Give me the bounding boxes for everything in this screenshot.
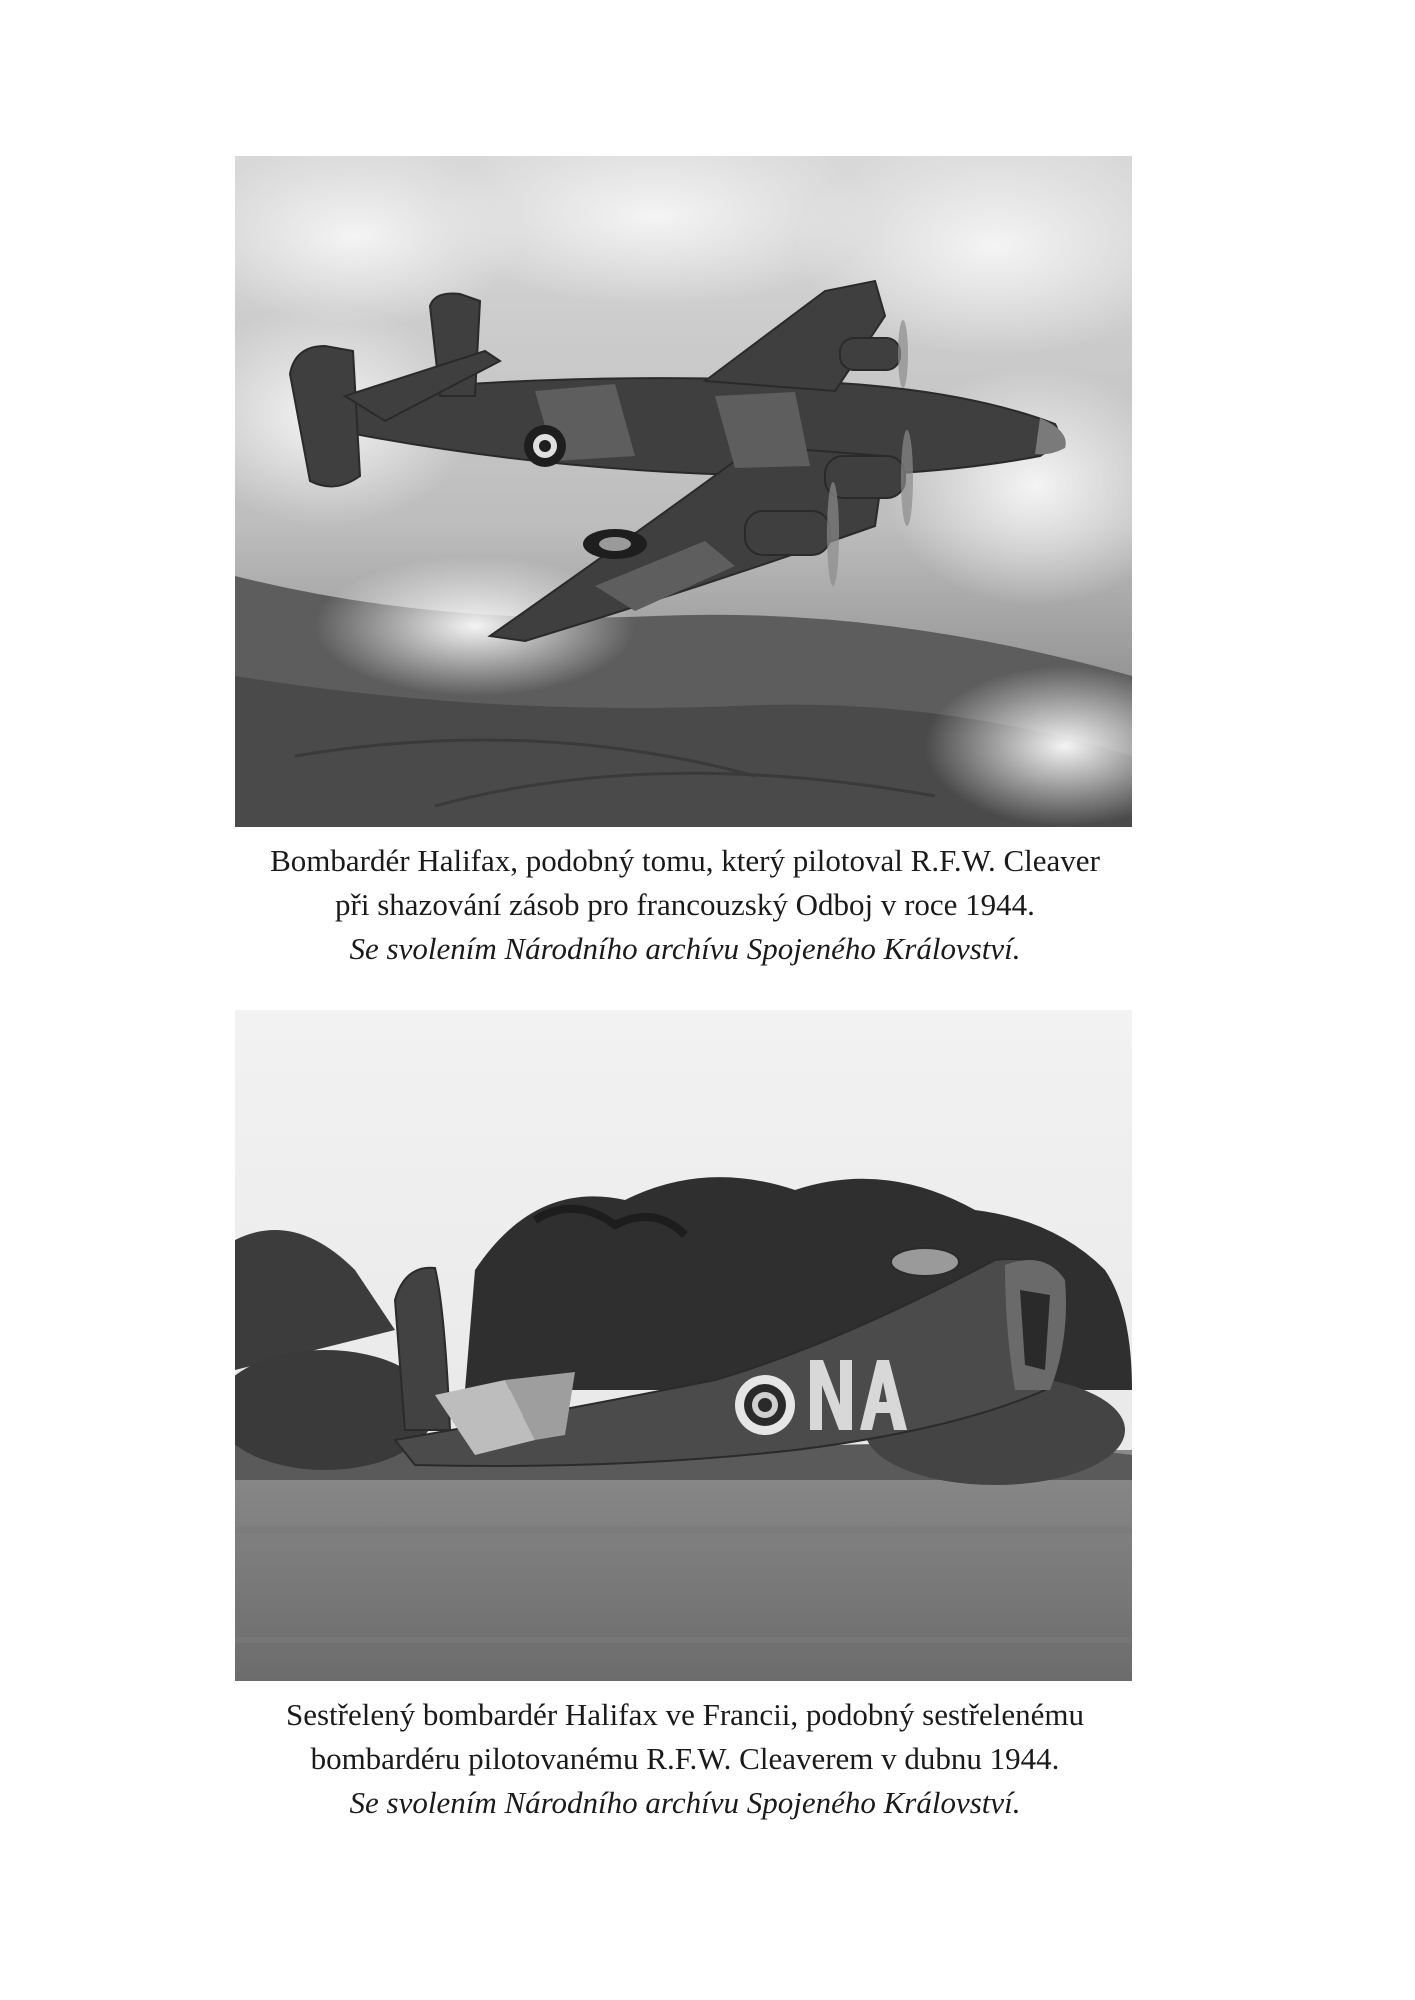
caption-line: Sestřelený bombardér Halifax ve Francii, podobný sestřelenému: [285, 1697, 1084, 1732]
photo-halifax-in-flight-image: [235, 156, 1132, 827]
caption-line: Bombardér Halifax, podobný tomu, který pilotoval R.F.W. Cleaver: [270, 843, 1100, 878]
figure-caption-bottom: [185, 1693, 1185, 1825]
caption-credit: Se svolením Národního archívu Spojeného Království.: [349, 1785, 1021, 1820]
caption-credit: Se svolením Národního archívu Spojeného Království.: [349, 931, 1021, 966]
photo-halifax-wreck-image: [235, 1010, 1132, 1681]
figure-caption-top: [185, 839, 1185, 971]
caption-line: při shazování zásob pro francouzský Odboj v roce 1944.: [335, 887, 1035, 922]
photo-halifax-wreck: [235, 1010, 1132, 1681]
caption-line: bombardéru pilotovanému R.F.W. Cleaverem v dubnu 1944.: [310, 1741, 1060, 1776]
photo-halifax-in-flight: [235, 156, 1132, 827]
